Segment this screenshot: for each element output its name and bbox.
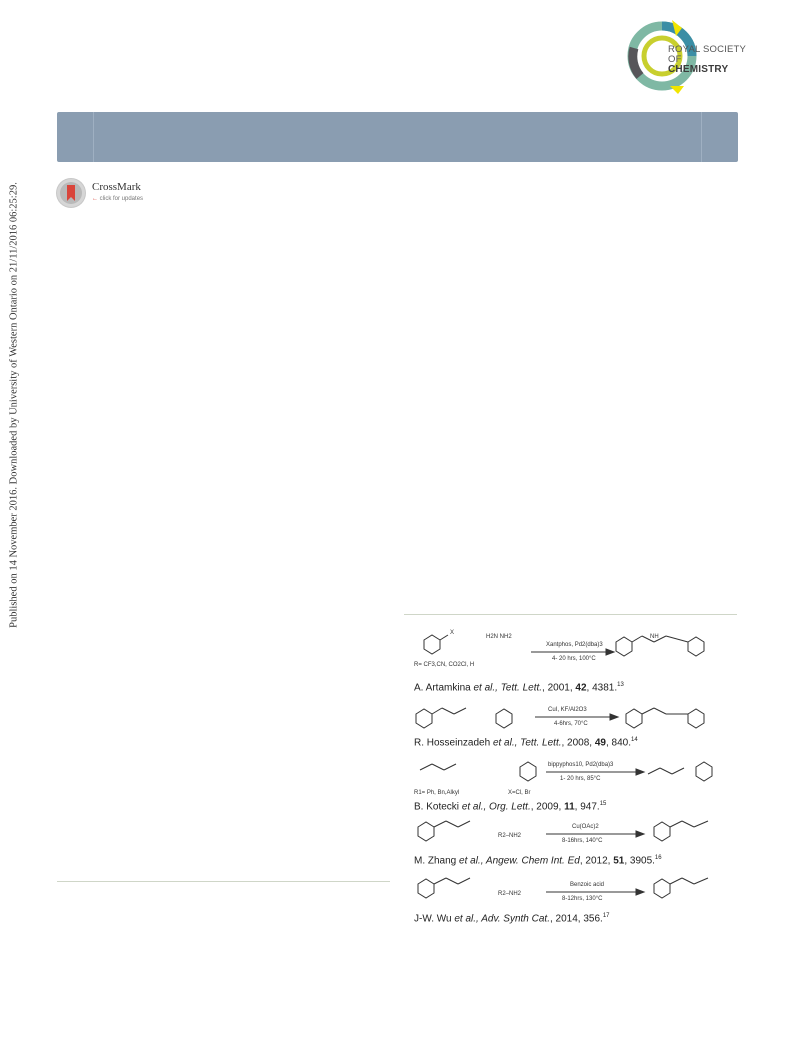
- benzene-ring: [418, 879, 434, 898]
- citation-pages: , 3905.: [624, 855, 655, 867]
- benzene-ring: [424, 635, 440, 654]
- banner-divider-left: [93, 112, 94, 162]
- citation-ref: 13: [617, 682, 624, 688]
- citation-16: [414, 855, 662, 866]
- benzene-ring: [418, 822, 434, 841]
- benzene-ring: [520, 762, 536, 781]
- crossmark-sub-label: click for updates: [99, 196, 144, 202]
- reagent-r-label: R= CF3,CN, CO2Cl, H: [414, 662, 475, 668]
- citation-authors: B. Kotecki: [414, 801, 462, 813]
- citation-ref: 14: [631, 737, 638, 743]
- citation-journal: et al., Angew. Chem Int. Ed: [459, 855, 580, 867]
- reagent-r1-label: R1= Ph, Bn,Alkyl: [414, 790, 460, 796]
- conditions-2-top: CuI, KF/Al2O3: [548, 707, 587, 713]
- conditions-1-bottom: 4- 20 hrs, 100°C: [552, 656, 596, 662]
- citation-ref: 16: [654, 855, 662, 861]
- benzene-ring: [654, 879, 670, 898]
- citation-year: , 2008,: [561, 737, 595, 749]
- citation-volume: 42: [575, 682, 587, 694]
- citation-year: , 2014, 356.: [549, 913, 603, 925]
- benzene-ring: [616, 637, 632, 656]
- footnote-rule: [57, 881, 390, 882]
- benzene-ring: [688, 637, 704, 656]
- citation-year: , 2001,: [542, 682, 576, 694]
- citation-13: [414, 682, 624, 693]
- reagent-x-label: X: [450, 630, 455, 636]
- banner-divider-right: [701, 112, 702, 162]
- conditions-3-bottom: 1- 20 hrs, 85°C: [560, 776, 601, 782]
- conditions-3-top: bippyphos10, Pd2(dba)3: [548, 762, 614, 768]
- rsc-logo-line1: ROYAL SOCIETY: [668, 44, 747, 55]
- reagent-x-halide: X=Cl, Br: [508, 790, 531, 796]
- figure-top-rule: [404, 614, 737, 615]
- rsc-logo-line2: OF: [668, 54, 682, 65]
- citation-authors: R. Hosseinzadeh: [414, 737, 493, 749]
- arrow-left-icon: ←: [92, 196, 98, 202]
- crossmark-brand: CrossMark: [92, 181, 141, 193]
- citation-ref: 17: [602, 913, 610, 919]
- urea-reagent: H2N NH2: [486, 634, 512, 640]
- rsc-logo-text: [668, 45, 746, 75]
- reaction-scheme-svg: [410, 622, 740, 932]
- citation-17: [414, 913, 610, 924]
- crossmark-badge[interactable]: [56, 178, 146, 212]
- amine-reagent-5: R2–NH2: [498, 891, 522, 897]
- citation-journal: et al., Adv. Synth Cat.: [454, 913, 550, 925]
- reaction-scheme-figure: [410, 622, 740, 932]
- benzene-ring: [496, 709, 512, 728]
- citation-authors: A. Artamkina: [414, 682, 474, 694]
- conditions-5-bottom: 8-12hrs, 130°C: [562, 896, 603, 902]
- citation-authors: J-W. Wu: [414, 913, 455, 925]
- download-note-text: Published on 14 November 2016. Downloaded by University of Western Ontario on 21/11/2016 06:25:29.: [8, 182, 20, 628]
- citation-ref: 15: [599, 801, 607, 807]
- citation-authors: M. Zhang: [414, 855, 460, 867]
- citation-year: , 2009,: [530, 801, 565, 813]
- citation-journal: et al., Tett. Lett.: [492, 737, 562, 749]
- rsc-logo-line3: CHEMISTRY: [668, 64, 729, 75]
- citation-pages: , 947.: [574, 801, 600, 813]
- citation-pages: , 840.: [605, 737, 632, 749]
- crossmark-sub: [92, 196, 143, 202]
- benzene-ring: [688, 709, 704, 728]
- citation-volume: 11: [564, 801, 575, 813]
- conditions-4-top: Cu(OAc)2: [572, 824, 599, 830]
- citation-volume: 51: [613, 855, 625, 867]
- conditions-5-top: Benzoic acid: [570, 882, 605, 888]
- conditions-1-top: Xantphos, Pd2(dba)3: [546, 642, 603, 648]
- conditions-4-bottom: 8-16hrs, 140°C: [562, 838, 603, 844]
- product-1-nh: NH: [650, 634, 659, 640]
- benzene-ring: [696, 762, 712, 781]
- amine-reagent-4: R2–NH2: [498, 833, 522, 839]
- citation-pages: , 4381.: [586, 682, 618, 694]
- benzene-ring: [626, 709, 642, 728]
- conditions-2-bottom: 4-6hrs, 70°C: [554, 721, 588, 727]
- citation-year: , 2012,: [579, 855, 614, 867]
- citation-volume: 49: [594, 737, 606, 749]
- crossmark-icon: [56, 178, 86, 208]
- citation-journal: et al., Org. Lett.: [461, 801, 531, 813]
- citation-15: [414, 801, 606, 812]
- journal-header-banner: [57, 112, 738, 162]
- citation-journal: et al., Tett. Lett.: [473, 682, 543, 694]
- benzene-ring: [416, 709, 432, 728]
- download-note: [7, 180, 21, 630]
- benzene-ring: [654, 822, 670, 841]
- citation-14: [414, 737, 638, 748]
